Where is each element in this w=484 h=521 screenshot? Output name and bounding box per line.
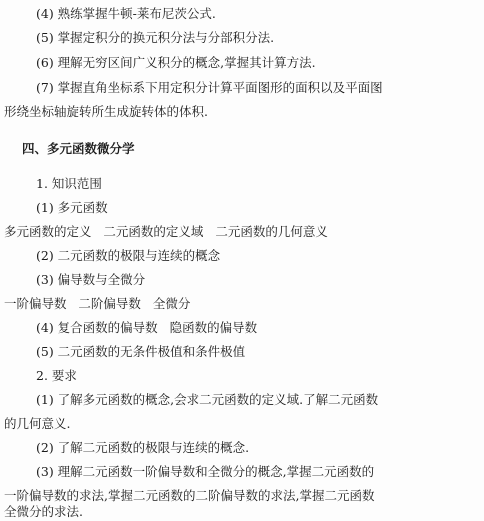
subsection-knowledge-scope: 1. 知识范围	[36, 176, 102, 191]
text-line-req-1-cont: 的几何意义.	[4, 416, 71, 431]
text-line-item-7-cont: 形绕坐标轴旋转所生成旋转体的体积.	[4, 104, 208, 119]
text-line-composite-implicit: (4) 复合函数的偏导数 隐函数的偏导数	[36, 320, 258, 335]
text-line-req-1: (1) 了解多元函数的概念,会求二元函数的定义域.了解二元函数	[36, 392, 379, 407]
text-line-multivariate-functions: (1) 多元函数	[36, 200, 108, 215]
text-line-item-6: (6) 理解无穷区间广义积分的概念,掌握其计算方法.	[36, 55, 316, 70]
text-line-definitions: 多元函数的定义 二元函数的定义域 二元函数的几何意义	[4, 224, 328, 239]
text-line-req-2: (2) 了解二元函数的极限与连续的概念.	[36, 440, 250, 455]
text-line-extrema: (5) 二元函数的无条件极值和条件极值	[36, 344, 246, 359]
text-line-item-5: (5) 掌握定积分的换元积分法与分部积分法.	[36, 30, 275, 45]
text-line-item-4: (4) 熟练掌握牛顿-莱布尼茨公式.	[36, 6, 216, 21]
text-line-item-7: (7) 掌握直角坐标系下用定积分计算平面图形的面积以及平面图	[36, 80, 383, 95]
text-line-derivative-types: 一阶偏导数 二阶偏导数 全微分	[4, 296, 191, 311]
subsection-requirements: 2. 要求	[36, 368, 77, 383]
text-line-limits-continuity: (2) 二元函数的极限与连续的概念	[36, 248, 221, 263]
section-heading: 四、多元函数微分学	[22, 141, 135, 156]
text-line-req-3-cont: 一阶偏导数的求法,掌握二元函数的二阶偏导数的求法,掌握二元函数	[4, 488, 375, 503]
text-line-req-3: (3) 理解二元函数一阶偏导数和全微分的概念,掌握二元函数的	[36, 464, 375, 479]
text-line-partial-derivatives: (3) 偏导数与全微分	[36, 272, 146, 287]
text-line-req-3-end: 全微分的求法.	[4, 504, 83, 519]
